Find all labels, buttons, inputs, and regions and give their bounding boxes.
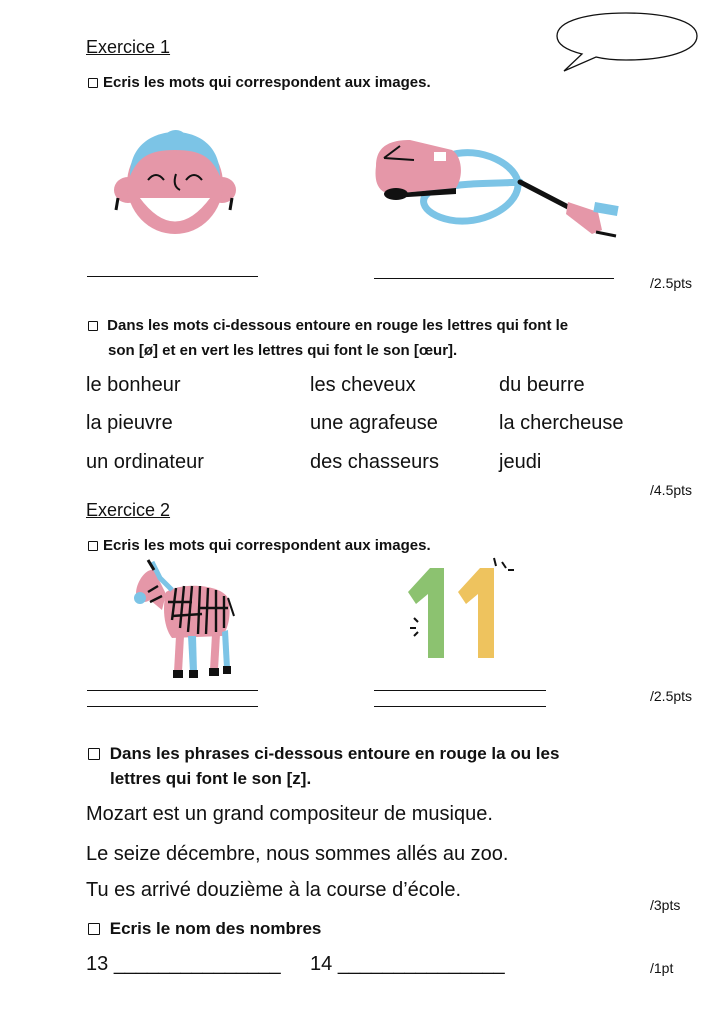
exercise-1-title: Exercice 1 <box>86 37 171 57</box>
word-item: un ordinateur <box>86 451 204 473</box>
checkbox-icon <box>88 923 100 935</box>
answer-line[interactable] <box>374 690 546 691</box>
instruction-text: Ecris les mots qui correspondent aux images. <box>103 537 431 554</box>
answer-line[interactable] <box>87 706 258 707</box>
answer-line[interactable] <box>374 278 614 279</box>
exercise-1-task-2-instruction <box>88 313 688 363</box>
points-label: /2.5pts <box>650 275 693 291</box>
checkbox-icon <box>88 748 100 760</box>
word-item: une agrafeuse <box>310 412 438 434</box>
number-label: 14 <box>310 953 333 975</box>
exercise-1-task-1-instruction <box>88 70 431 95</box>
exercise-2-task-2-instruction <box>88 741 688 791</box>
speech-bubble-icon <box>552 10 702 74</box>
instruction-text: Ecris le nom des nombres <box>109 919 322 938</box>
sentence-item: Tu es arrivé douzième à la course d’école. <box>86 879 461 901</box>
answer-blank[interactable]: _______________ <box>337 953 505 975</box>
word-item: jeudi <box>499 451 542 473</box>
number-eleven-image <box>404 556 522 660</box>
sentence-item: Mozart est un grand compositeur de musique. <box>86 803 493 825</box>
sentence-item: Le seize décembre, nous sommes allés au zoo. <box>86 843 509 865</box>
number-item-14 <box>310 953 505 976</box>
instruction-line-2: son [ø] et en vert les lettres qui font le son [œur]. <box>108 342 458 359</box>
exercise-2-title: Exercice 2 <box>86 500 171 520</box>
smiling-face-image <box>112 128 237 240</box>
checkbox-icon <box>88 78 98 88</box>
checkbox-icon <box>88 541 98 551</box>
answer-line[interactable] <box>87 276 258 277</box>
points-label: /3pts <box>650 897 681 913</box>
instruction-text: Ecris les mots qui correspondent aux images. <box>103 74 431 91</box>
checkbox-icon <box>88 321 98 331</box>
answer-line[interactable] <box>374 706 546 707</box>
answer-blank[interactable]: _______________ <box>113 953 281 975</box>
points-label: /1pt <box>650 960 674 976</box>
instruction-line-1: Dans les phrases ci-dessous entoure en rouge la ou les <box>109 744 560 763</box>
vacuum-cleaner-image <box>370 136 625 242</box>
exercise-2-task-3-instruction <box>88 916 321 941</box>
instruction-line-2: lettres qui font le son [z]. <box>110 769 312 788</box>
points-label: /2.5pts <box>650 688 693 704</box>
points-label: /4.5pts <box>650 482 693 498</box>
word-item: les cheveux <box>310 374 416 396</box>
exercise-2-task-1-instruction <box>88 533 431 558</box>
word-item: du beurre <box>499 374 585 396</box>
word-item: des chasseurs <box>310 451 439 473</box>
instruction-line-1: Dans les mots ci-dessous entoure en rouge les lettres qui font le <box>107 317 569 334</box>
word-item: la pieuvre <box>86 412 173 434</box>
word-item: le bonheur <box>86 374 181 396</box>
number-label: 13 <box>86 953 109 975</box>
zebra-image <box>132 558 236 682</box>
number-item-13 <box>86 953 281 976</box>
answer-line[interactable] <box>87 690 258 691</box>
word-item: la chercheuse <box>499 412 624 434</box>
